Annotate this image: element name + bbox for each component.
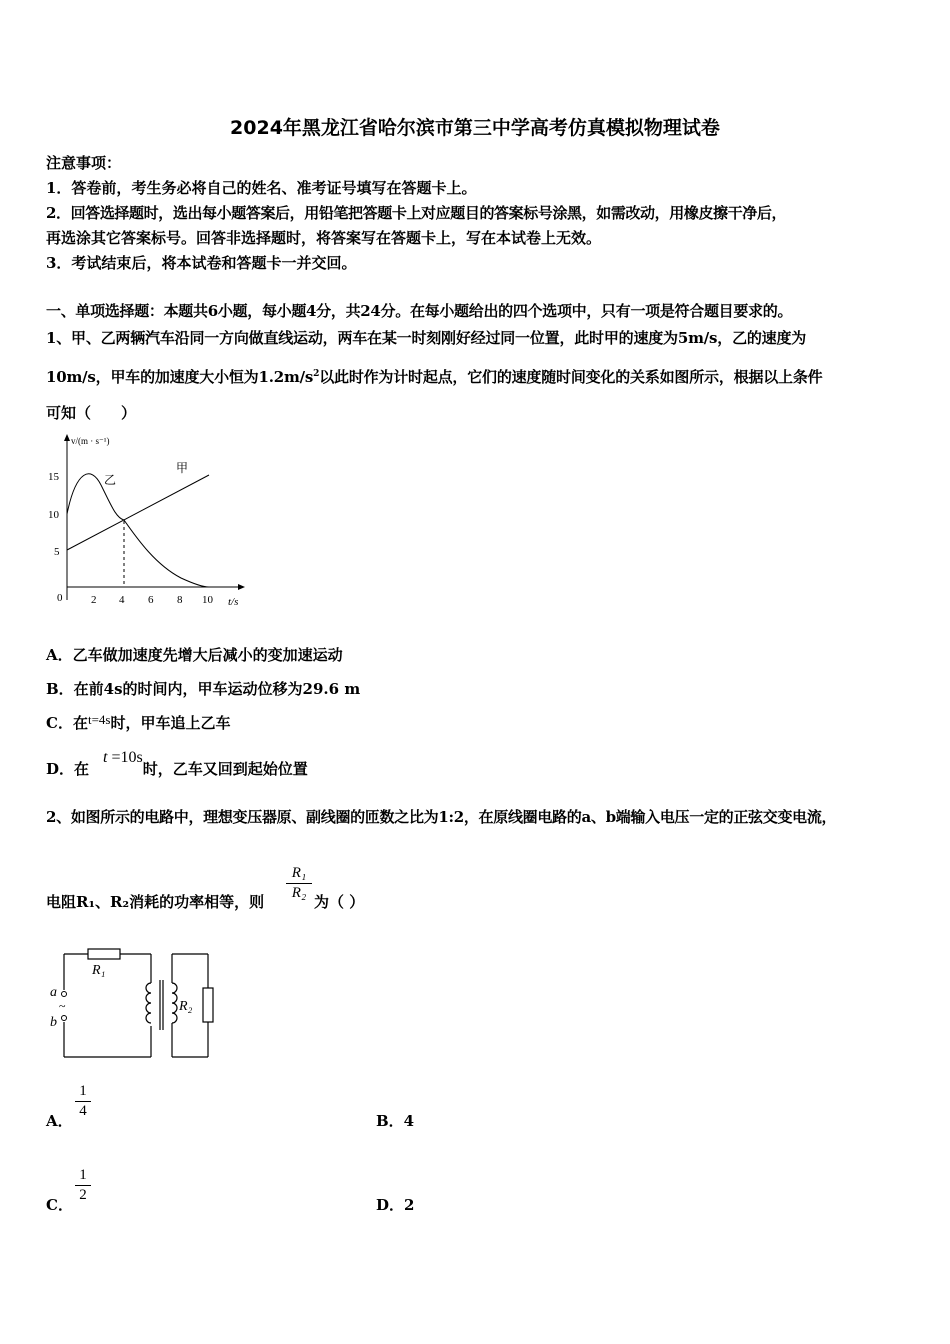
fraction-denominator: R₂ xyxy=(291,885,307,901)
q2-stem-line1: 2、如图所示的电路中，理想变压器原、副线圈的匝数之比为1:2，在原线圈电路的a、b端输入电压一定的正弦交变电流， xyxy=(46,808,837,826)
r1-label: R₁ xyxy=(92,963,106,978)
option-text: 时，乙车又回到起始位置 xyxy=(142,760,308,778)
fraction-denominator: 2 xyxy=(79,1187,87,1203)
notice-item: 2．回答选择题时，选出每小题答案后，用铅笔把答题卡上对应题目的答案标号涂黑，如需改动，用橡皮擦干净后， xyxy=(46,204,787,222)
vt-graph xyxy=(46,430,256,615)
terminal-a xyxy=(62,992,67,997)
q1-option-c xyxy=(46,712,230,733)
x-tick-label: 6 xyxy=(148,594,154,606)
y-axis-label: v/(m · s⁻¹) xyxy=(71,436,110,446)
resistor-r2 xyxy=(203,988,213,1022)
fraction-numerator: 1 xyxy=(79,1083,87,1099)
fraction-numerator: R₁ xyxy=(291,865,307,881)
q2-option-c-fraction xyxy=(75,1167,91,1204)
q1-stem-text: 10m/s，甲车的加速度大小恒为1.2m/s xyxy=(46,368,314,386)
q1-stem-text: 以此时作为计时起点，它们的速度随时间变化的关系如图所示，根据以上条件 xyxy=(319,368,823,386)
q2-option-a-label: A． xyxy=(46,1112,73,1130)
notice-heading: 注意事项： xyxy=(46,154,122,172)
x-axis-label: t/s xyxy=(228,596,239,608)
q1-option-b: B．在前4s的时间内，甲车运动位移为29.6 m xyxy=(46,680,361,698)
math-expression: t=4s xyxy=(87,712,111,727)
option-text: C．在 xyxy=(46,714,88,732)
q1-stem-line3: 可知（ ） xyxy=(46,404,137,422)
q2-option-a-fraction xyxy=(75,1083,91,1120)
section-heading: 一、单项选择题：本题共6小题，每小题4分，共24分。在每小题给出的四个选项中，只有一项是符合题目要求的。 xyxy=(46,302,793,320)
q2-option-c-label: C． xyxy=(46,1196,73,1214)
math-expression: t xyxy=(103,749,108,766)
primary-coil xyxy=(146,983,151,1023)
terminal-a-label: a xyxy=(50,985,57,1000)
q1-stem-line2 xyxy=(46,366,822,387)
y-tick-label: 10 xyxy=(48,509,59,521)
label-jia: 甲 xyxy=(176,461,189,475)
origin-label: 0 xyxy=(57,592,63,604)
r2-label: R₂ xyxy=(179,999,193,1014)
y-axis-arrow xyxy=(64,434,70,441)
notice-item: 再选涂其它答案标号。回答非选择题时，将答案写在答题卡上，写在本试卷上无效。 xyxy=(46,229,602,247)
fraction-denominator: 4 xyxy=(79,1103,87,1119)
superscript: 2 xyxy=(313,369,320,379)
x-axis-arrow xyxy=(238,584,245,590)
curve-yi xyxy=(67,474,209,587)
label-yi: 乙 xyxy=(104,473,117,487)
ratio-fraction xyxy=(286,865,312,902)
page-title: 2024年黑龙江省哈尔滨市第三中学高考仿真模拟物理试卷 xyxy=(230,117,720,139)
q2-option-b: B．4 xyxy=(376,1112,415,1130)
x-tick-label: 2 xyxy=(91,594,97,606)
x-tick-label: 8 xyxy=(177,594,183,606)
resistor-r1 xyxy=(88,949,120,959)
q2-option-d: D．2 xyxy=(376,1196,415,1214)
math-expression: =10s xyxy=(111,749,143,766)
terminal-b xyxy=(62,1016,67,1021)
q1-stem-line1: 1、甲、乙两辆汽车沿同一方向做直线运动，两车在某一时刻刚好经过同一位置，此时甲的速度为5m/s，乙的速度为 xyxy=(46,329,807,347)
q2-stem-line2 xyxy=(46,891,264,912)
q1-option-d xyxy=(46,749,308,779)
y-tick-label: 5 xyxy=(54,546,60,558)
terminal-b-label: b xyxy=(50,1015,57,1030)
option-text: 时，甲车追上乙车 xyxy=(110,714,231,732)
q1-option-a: A．乙车做加速度先增大后减小的变加速运动 xyxy=(46,646,343,664)
option-text: D．在 xyxy=(46,760,90,778)
secondary-coil xyxy=(172,983,177,1023)
q2-stem-text: 电阻R₁、R₂消耗的功率相等，则 xyxy=(46,893,265,911)
x-tick-label: 10 xyxy=(202,594,213,606)
x-tick-label: 4 xyxy=(119,594,125,606)
ac-source-symbol: ~ xyxy=(59,999,66,1013)
y-tick-label: 15 xyxy=(48,471,59,483)
fraction-numerator: 1 xyxy=(79,1167,87,1183)
q2-stem-tail: 为（ ） xyxy=(314,893,365,911)
circuit-diagram xyxy=(44,940,224,1065)
notice-item: 1．答卷前，考生务必将自己的姓名、准考证号填写在答题卡上。 xyxy=(46,179,477,197)
notice-item: 3．考试结束后，将本试卷和答题卡一并交回。 xyxy=(46,254,357,272)
